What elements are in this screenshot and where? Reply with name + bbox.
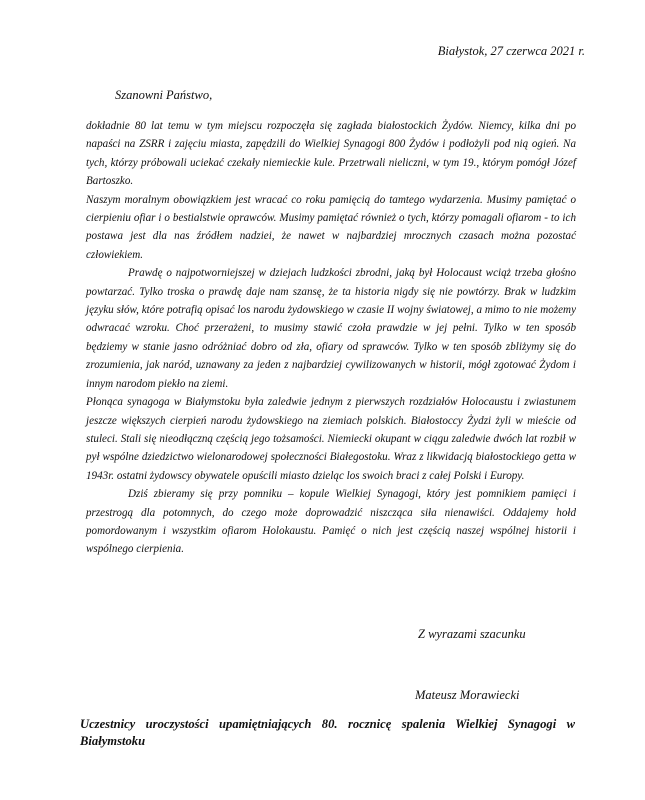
- body-paragraph: dokładnie 80 lat temu w tym miejscu rozpoczęła się zagłada białostockich Żydów. Niemcy, kilka dni po napaści na ZSRR i zajęciu miasta, zapędzili do Wielkiej Synagogi 800 Żydów i podłożyli pod nią ogień. Na tych, którzy próbowali uciekać czekały niemieckie kule. Przetrwali nieliczni, w tym 19., którym pomógł Józef Bartoszko.: [86, 120, 576, 188]
- letter-addressee: Uczestnicy uroczystości upamiętniających 80. rocznicę spalenia Wielkiej Synagogi w Białymstoku: [80, 717, 575, 748]
- letter-body: [86, 117, 576, 559]
- body-paragraph: Płonąca synagoga w Białymstoku była zaledwie jednym z pierwszych rozdziałów Holocaustu i zwiastunem jeszcze większych cierpień narodu żydowskiego na ziemiach polskich. Białostoccy Żydzi żyli w mieście od stuleci. Stali się nieodłączną częścią jego tożsamości. Niemiecki okupant w ciągu zaledwie dwóch lat rozbił w pył wspólne dziedzictwo wielonarodowej społeczności Białegostoku. Wraz z likwidacją białostockiego getta w 1943r. ostatni żydowscy obywatele opuścili miasto dzieląc los swoich braci z całej Polski i Europy.: [86, 396, 576, 482]
- body-paragraph: Dziś zbieramy się przy pomniku – kopule Wielkiej Synagogi, który jest pomnikiem pamięci i przestrogą dla potomnych, do czego może doprowadzić niszcząca siła nienawiści. Oddajemy hołd pomordowanym i wszystkim ofiarom Holokaustu. Pamięć o nich jest częścią naszej wspólnej historii i wspólnego cierpienia.: [86, 488, 576, 556]
- letter-date: Białystok, 27 czerwca 2021 r.: [437, 44, 585, 58]
- letter-closing: Z wyrazami szacunku: [418, 627, 526, 641]
- letter-salutation: Szanowni Państwo,: [115, 88, 213, 102]
- letter-signature: Mateusz Morawiecki: [415, 688, 520, 702]
- body-paragraph: Prawdę o najpotworniejszej w dziejach ludzkości zbrodni, jaką był Holocaust wciąż trzeba głośno powtarzać. Tylko troska o prawdę daje nam szansę, że ta historia nigdy się nie powtórzy. Brak w ludzkim języku słów, które potrafią opisać los narodu żydowskiego w czasie II wojny światowej, a mimo to nie możemy odwracać wzroku. Choć przerażeni, to musimy stawić czoła prawdzie w jej pełni. Tylko w ten sposób będziemy w stanie jasno odróżniać dobro od zła, ofiary od sprawców. Tylko w ten sposób zbliżymy się do zrozumienia, jak naród, uznawany za jeden z najbardziej cywilizowanych w historii, mógł zgotować Żydom i innym narodom piekło na ziemi.: [86, 267, 576, 390]
- body-paragraph: Naszym moralnym obowiązkiem jest wracać co roku pamięcią do tamtego wydarzenia. Musimy pamiętać o cierpieniu ofiar i o bestialstwie oprawców. Musimy pamiętać również o tych, którzy pomagali ofiarom - to ich postawa jest dla nas źródłem nadziei, że nawet w najbardziej mrocznych czasach można pozostać człowiekiem.: [86, 193, 576, 261]
